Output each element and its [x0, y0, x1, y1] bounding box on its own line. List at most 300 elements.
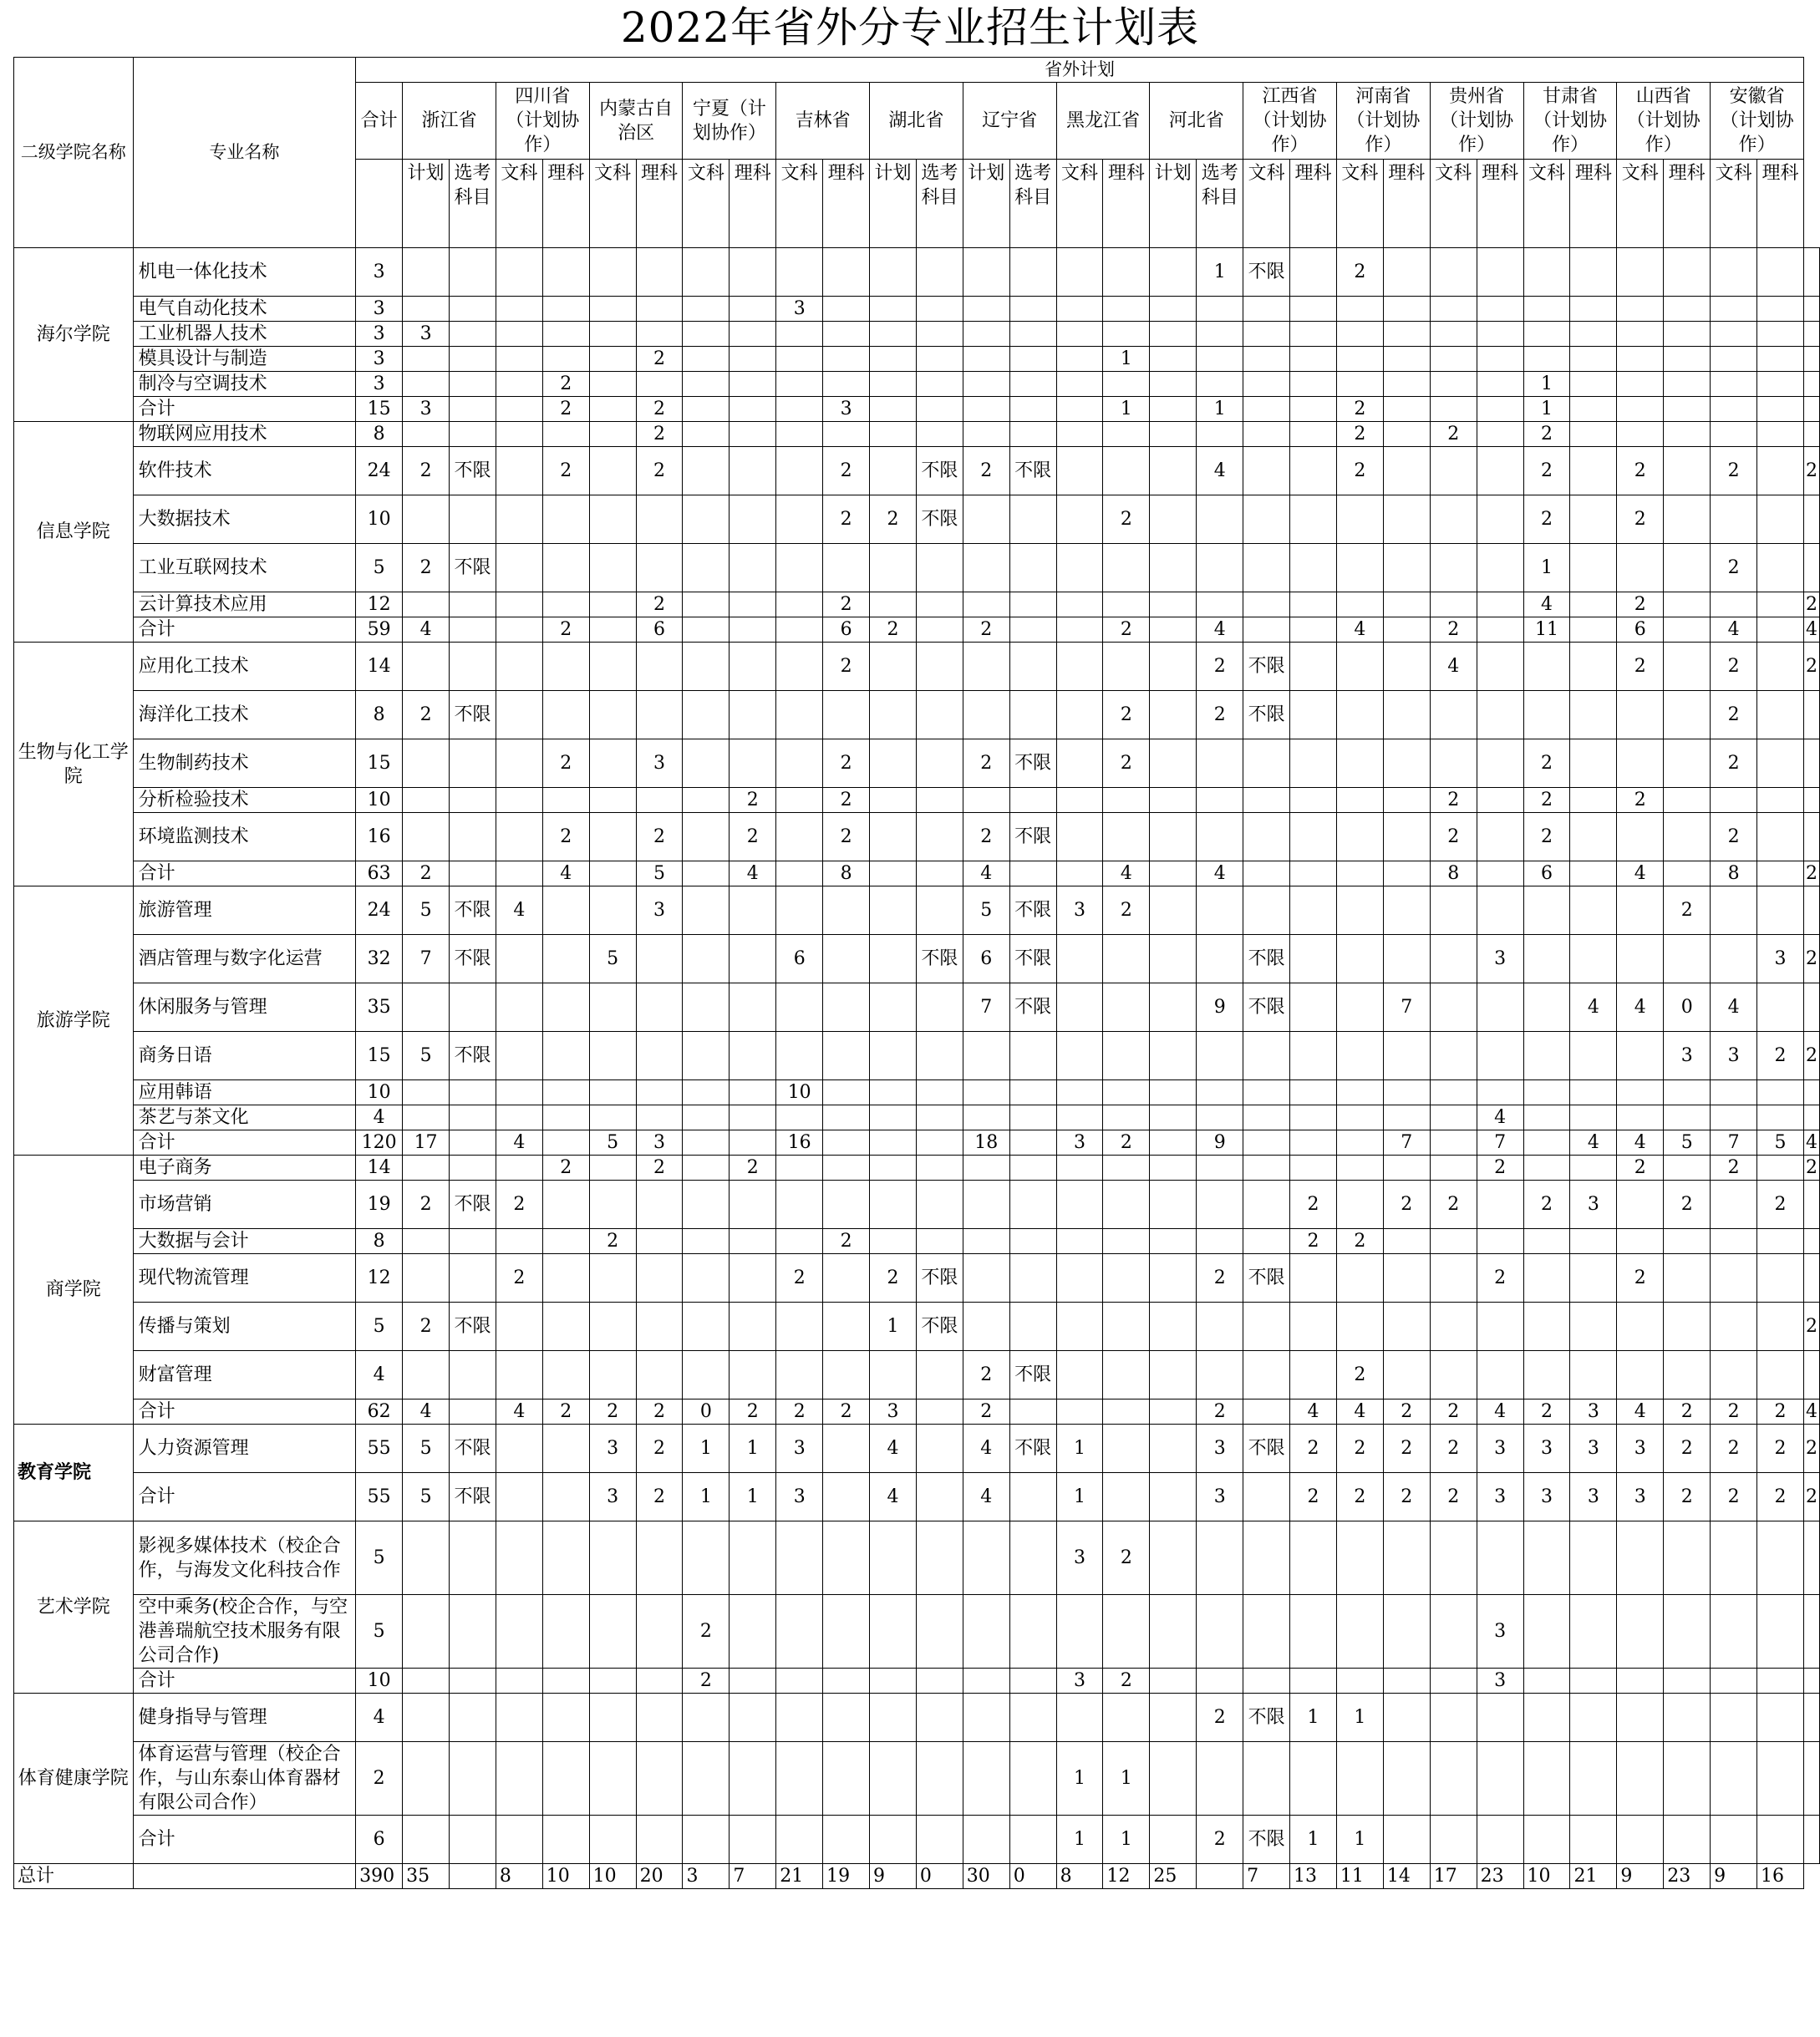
plan-cell: 2: [1804, 861, 1820, 886]
plan-cell: 2: [542, 617, 589, 643]
plan-cell: [1664, 297, 1711, 322]
major-name: 软件技术: [133, 447, 356, 495]
plan-cell: [1243, 297, 1290, 322]
plan-cell: [916, 1105, 963, 1130]
table-row: [14, 935, 1820, 983]
plan-cell: [1056, 813, 1103, 861]
plan-cell: [589, 1254, 636, 1303]
plan-cell: [1711, 886, 1757, 935]
plan-cell: [589, 886, 636, 935]
plan-cell: [683, 813, 730, 861]
plan-cell: [963, 691, 1009, 739]
plan-cell: [496, 935, 542, 983]
plan-cell: [1804, 347, 1820, 372]
plan-cell: [963, 1181, 1009, 1229]
plan-cell: [450, 1694, 496, 1742]
major-name: 酒店管理与数字化运营: [133, 935, 356, 983]
plan-cell: [1477, 592, 1523, 617]
plan-cell: [1804, 1105, 1820, 1130]
plan-cell: [823, 422, 870, 447]
plan-cell: [1056, 495, 1103, 544]
plan-cell: [963, 1080, 1009, 1105]
plan-cell: [683, 983, 730, 1032]
plan-cell: [1711, 592, 1757, 617]
plan-cell: 1: [683, 1425, 730, 1473]
major-name: 合计: [133, 861, 356, 886]
plan-cell: [870, 1080, 917, 1105]
plan-cell: [963, 1254, 1009, 1303]
grand-total-cell: 35: [403, 1864, 450, 1889]
plan-cell: [776, 617, 823, 643]
plan-cell: [1664, 1816, 1711, 1864]
plan-cell: 1: [1523, 397, 1570, 422]
plan-cell: [450, 617, 496, 643]
plan-cell: [1523, 1669, 1570, 1694]
plan-cell: [1430, 372, 1477, 397]
plan-cell: [823, 1130, 870, 1156]
plan-cell: 2: [1664, 1473, 1711, 1521]
plan-cell: [589, 1032, 636, 1080]
plan-cell: [870, 397, 917, 422]
plan-cell: [496, 495, 542, 544]
plan-cell: [1383, 1105, 1430, 1130]
plan-cell: [1757, 1521, 1804, 1595]
plan-cell: [1197, 1156, 1243, 1181]
plan-cell: [1150, 983, 1197, 1032]
plan-cell: [1150, 1130, 1197, 1156]
plan-cell: 2: [1430, 813, 1477, 861]
plan-cell: [776, 322, 823, 347]
plan-cell: [1336, 1303, 1383, 1351]
plan-cell: [1243, 1032, 1290, 1080]
row-total: 19: [356, 1181, 403, 1229]
plan-cell: [730, 544, 776, 592]
plan-cell: [589, 643, 636, 691]
plan-cell: [1056, 248, 1103, 297]
plan-cell: [589, 739, 636, 788]
plan-cell: [1056, 1080, 1103, 1105]
college-name: 艺术学院: [14, 1521, 134, 1694]
plan-cell: [1383, 1595, 1430, 1669]
plan-cell: [1383, 813, 1430, 861]
plan-cell: [1523, 1105, 1570, 1130]
plan-cell: [1664, 617, 1711, 643]
table-row: [14, 422, 1820, 447]
plan-cell: [1150, 861, 1197, 886]
subtotal-row: [14, 861, 1820, 886]
plan-cell: [683, 1694, 730, 1742]
plan-cell: [636, 983, 683, 1032]
plan-cell: [1009, 1254, 1056, 1303]
plan-cell: [1757, 1669, 1804, 1694]
plan-cell: [403, 739, 450, 788]
plan-cell: [963, 1742, 1009, 1816]
plan-cell: 不限: [1243, 248, 1290, 297]
plan-cell: [776, 372, 823, 397]
province-header: 安徽省（计划协作）: [1711, 83, 1804, 160]
plan-cell: [1243, 1130, 1290, 1156]
plan-cell: [1477, 1032, 1523, 1080]
plan-cell: [1243, 1229, 1290, 1254]
subject-subheader: 文科: [1243, 160, 1290, 248]
plan-cell: 0: [683, 1399, 730, 1425]
plan-cell: [1197, 1351, 1243, 1399]
plan-cell: [1523, 1130, 1570, 1156]
plan-cell: [1523, 1595, 1570, 1669]
plan-cell: [542, 422, 589, 447]
subject-subheader: 文科: [1617, 160, 1664, 248]
plan-cell: [683, 861, 730, 886]
plan-cell: [636, 935, 683, 983]
major-name: 生物制药技术: [133, 739, 356, 788]
plan-cell: [683, 1032, 730, 1080]
plan-cell: [1477, 861, 1523, 886]
plan-cell: [496, 297, 542, 322]
province-header: 内蒙古自治区: [589, 83, 683, 160]
plan-cell: 17: [403, 1130, 450, 1156]
plan-cell: [1150, 1521, 1197, 1595]
plan-cell: [1056, 861, 1103, 886]
plan-cell: 2: [1711, 739, 1757, 788]
plan-cell: [1056, 983, 1103, 1032]
row-total: 10: [356, 1669, 403, 1694]
plan-cell: [1617, 1694, 1664, 1742]
plan-cell: [589, 372, 636, 397]
plan-cell: [1757, 788, 1804, 813]
plan-cell: [1711, 248, 1757, 297]
plan-cell: [1664, 643, 1711, 691]
plan-cell: [1009, 691, 1056, 739]
plan-cell: 2: [1711, 544, 1757, 592]
plan-cell: [1243, 1521, 1290, 1595]
plan-cell: [1757, 447, 1804, 495]
total-subheader: [356, 160, 403, 248]
plan-cell: [636, 372, 683, 397]
plan-cell: [963, 372, 1009, 397]
plan-cell: [1103, 322, 1150, 347]
plan-cell: [1711, 1254, 1757, 1303]
plan-cell: [1664, 592, 1711, 617]
plan-cell: [1757, 886, 1804, 935]
plan-cell: [776, 643, 823, 691]
plan-cell: [1804, 422, 1820, 447]
plan-cell: 4: [1617, 1130, 1664, 1156]
plan-cell: [916, 1399, 963, 1425]
plan-cell: [1617, 372, 1664, 397]
grand-total-cell: 23: [1664, 1864, 1711, 1889]
subject-subheader: 理科: [1290, 160, 1337, 248]
plan-cell: 2: [542, 813, 589, 861]
plan-cell: 4: [1570, 983, 1617, 1032]
total-column-header: 合计: [356, 83, 403, 160]
plan-cell: 3: [1477, 1425, 1523, 1473]
plan-cell: [1290, 322, 1337, 347]
plan-cell: [1711, 788, 1757, 813]
plan-cell: 16: [776, 1130, 823, 1156]
row-total: 12: [356, 592, 403, 617]
plan-cell: [1009, 297, 1056, 322]
plan-cell: [1103, 1303, 1150, 1351]
plan-cell: [1570, 422, 1617, 447]
plan-cell: [1383, 935, 1430, 983]
grand-total-cell: 11: [1336, 1864, 1383, 1889]
plan-cell: [1383, 1254, 1430, 1303]
plan-cell: [870, 861, 917, 886]
plan-cell: [1009, 248, 1056, 297]
plan-cell: [1711, 1595, 1757, 1669]
table-row: [14, 248, 1820, 297]
plan-cell: [823, 935, 870, 983]
plan-cell: [1009, 1669, 1056, 1694]
plan-cell: [776, 1032, 823, 1080]
plan-cell: [963, 322, 1009, 347]
plan-cell: [683, 447, 730, 495]
grand-total-cell: 16: [1757, 1864, 1804, 1889]
plan-cell: [589, 1156, 636, 1181]
plan-cell: [1570, 1669, 1617, 1694]
plan-cell: [496, 1816, 542, 1864]
plan-cell: [1664, 1694, 1711, 1742]
plan-cell: [1290, 1742, 1337, 1816]
out-of-province-plan-header: 省外计划: [356, 58, 1804, 83]
plan-cell: [1290, 1156, 1337, 1181]
plan-cell: [776, 1229, 823, 1254]
plan-cell: 10: [776, 1080, 823, 1105]
plan-cell: [1477, 1080, 1523, 1105]
plan-cell: 2: [1757, 1032, 1804, 1080]
plan-cell: [589, 1694, 636, 1742]
plan-cell: [403, 422, 450, 447]
plan-cell: [1009, 1130, 1056, 1156]
plan-cell: [1757, 1105, 1804, 1130]
row-total: 10: [356, 1080, 403, 1105]
plan-cell: [1523, 1080, 1570, 1105]
plan-cell: [1009, 1229, 1056, 1254]
plan-cell: [1617, 422, 1664, 447]
grand-total-cell: [1197, 1864, 1243, 1889]
plan-cell: 3: [776, 1425, 823, 1473]
row-total: 59: [356, 617, 403, 643]
plan-cell: [870, 422, 917, 447]
plan-cell: [823, 1303, 870, 1351]
plan-cell: [963, 1105, 1009, 1130]
subject-subheader: 计划: [870, 160, 917, 248]
plan-cell: 4: [1804, 1130, 1820, 1156]
plan-cell: [450, 788, 496, 813]
plan-cell: [1336, 1521, 1383, 1595]
plan-cell: [870, 248, 917, 297]
plan-cell: [963, 1303, 1009, 1351]
plan-cell: [1290, 1032, 1337, 1080]
plan-cell: [1243, 1595, 1290, 1669]
plan-cell: [1103, 1181, 1150, 1229]
plan-cell: 2: [823, 1399, 870, 1425]
college-column-header: 二级学院名称: [14, 58, 134, 248]
plan-cell: [1570, 1254, 1617, 1303]
plan-cell: [870, 1351, 917, 1399]
province-header: 江西省（计划协作）: [1243, 83, 1337, 160]
grand-total-cell: 25: [1150, 1864, 1197, 1889]
plan-cell: [776, 397, 823, 422]
plan-cell: [1430, 495, 1477, 544]
plan-cell: 1: [1290, 1816, 1337, 1864]
plan-cell: [683, 1156, 730, 1181]
plan-cell: [542, 886, 589, 935]
plan-cell: [1150, 447, 1197, 495]
plan-cell: [450, 1669, 496, 1694]
plan-cell: 2: [636, 813, 683, 861]
plan-cell: [542, 935, 589, 983]
plan-cell: [916, 544, 963, 592]
plan-cell: 4: [1477, 1399, 1523, 1425]
plan-cell: [496, 1229, 542, 1254]
plan-cell: [1477, 447, 1523, 495]
subject-subheader: 计划: [1150, 160, 1197, 248]
plan-cell: [496, 347, 542, 372]
plan-cell: [823, 1595, 870, 1669]
plan-cell: [1383, 643, 1430, 691]
plan-cell: [450, 861, 496, 886]
plan-cell: 2: [823, 1229, 870, 1254]
plan-cell: [963, 1156, 1009, 1181]
plan-cell: [916, 1130, 963, 1156]
plan-cell: [1056, 1303, 1103, 1351]
plan-cell: [1197, 1521, 1243, 1595]
plan-cell: [1056, 447, 1103, 495]
plan-cell: [1570, 1303, 1617, 1351]
plan-cell: [1383, 422, 1430, 447]
plan-cell: [730, 1181, 776, 1229]
plan-cell: [870, 1816, 917, 1864]
plan-cell: [589, 617, 636, 643]
plan-cell: [403, 983, 450, 1032]
plan-cell: [496, 1669, 542, 1694]
plan-cell: [1617, 297, 1664, 322]
major-name: 工业互联网技术: [133, 544, 356, 592]
plan-cell: 4: [1477, 1105, 1523, 1130]
row-total: 3: [356, 322, 403, 347]
plan-cell: [1150, 1032, 1197, 1080]
plan-cell: [1617, 1521, 1664, 1595]
plan-cell: [1477, 1816, 1523, 1864]
plan-cell: 2: [963, 1351, 1009, 1399]
table-row: [14, 1229, 1820, 1254]
plan-cell: [916, 886, 963, 935]
plan-cell: [1430, 983, 1477, 1032]
plan-cell: 4: [1197, 617, 1243, 643]
plan-cell: [496, 1351, 542, 1399]
plan-cell: [1523, 1742, 1570, 1816]
plan-cell: [963, 1816, 1009, 1864]
plan-cell: [1383, 861, 1430, 886]
plan-cell: [1711, 1303, 1757, 1351]
grand-total-row: [14, 1864, 1820, 1889]
plan-cell: 2: [1711, 447, 1757, 495]
plan-cell: [823, 372, 870, 397]
plan-cell: [1150, 1229, 1197, 1254]
plan-cell: [916, 1032, 963, 1080]
plan-cell: [1336, 788, 1383, 813]
plan-cell: [1336, 1105, 1383, 1130]
plan-cell: 2: [589, 1399, 636, 1425]
plan-cell: 7: [1711, 1130, 1757, 1156]
plan-cell: 不限: [450, 1303, 496, 1351]
plan-cell: 2: [1430, 1425, 1477, 1473]
plan-cell: [1243, 1080, 1290, 1105]
plan-cell: 4: [496, 1399, 542, 1425]
plan-cell: [730, 1229, 776, 1254]
plan-cell: [870, 1156, 917, 1181]
plan-cell: [1804, 495, 1820, 544]
major-name: 机电一体化技术: [133, 248, 356, 297]
plan-cell: [870, 1229, 917, 1254]
plan-cell: [730, 1303, 776, 1351]
plan-cell: [1336, 935, 1383, 983]
plan-cell: [1523, 322, 1570, 347]
plan-cell: [823, 1105, 870, 1130]
plan-cell: 2: [823, 739, 870, 788]
plan-cell: [683, 422, 730, 447]
plan-cell: [542, 1080, 589, 1105]
plan-cell: 2: [542, 1399, 589, 1425]
plan-cell: [1243, 1742, 1290, 1816]
plan-cell: 4: [403, 1399, 450, 1425]
grand-total-cell: 23: [1477, 1864, 1523, 1889]
province-header: 宁夏（计划协作）: [683, 83, 776, 160]
plan-cell: [916, 813, 963, 861]
plan-cell: 2: [496, 1181, 542, 1229]
plan-cell: [1383, 1032, 1430, 1080]
plan-cell: [589, 1303, 636, 1351]
plan-cell: 6: [1523, 861, 1570, 886]
plan-cell: [683, 1254, 730, 1303]
plan-cell: [1477, 813, 1523, 861]
plan-cell: [683, 788, 730, 813]
plan-cell: [1477, 1742, 1523, 1816]
table-row: [14, 1080, 1820, 1105]
plan-cell: [1290, 813, 1337, 861]
plan-cell: 2: [589, 1229, 636, 1254]
major-name: 合计: [133, 1399, 356, 1425]
plan-cell: [542, 1181, 589, 1229]
plan-cell: [1150, 1816, 1197, 1864]
plan-cell: 2: [1711, 813, 1757, 861]
plan-cell: [1383, 447, 1430, 495]
plan-cell: [1757, 1351, 1804, 1399]
plan-cell: [823, 1473, 870, 1521]
plan-cell: [542, 495, 589, 544]
plan-cell: [450, 248, 496, 297]
plan-cell: [1056, 1595, 1103, 1669]
plan-cell: [730, 739, 776, 788]
plan-cell: [403, 495, 450, 544]
table-row: [14, 1521, 1820, 1595]
plan-cell: [1150, 739, 1197, 788]
plan-cell: [730, 1080, 776, 1105]
plan-cell: [1383, 322, 1430, 347]
plan-cell: [1430, 935, 1477, 983]
plan-cell: [1617, 397, 1664, 422]
plan-cell: [450, 372, 496, 397]
plan-cell: [1336, 347, 1383, 372]
province-header: 河南省（计划协作）: [1336, 83, 1430, 160]
plan-cell: [1617, 322, 1664, 347]
plan-cell: [916, 1181, 963, 1229]
plan-cell: [1477, 297, 1523, 322]
plan-cell: [450, 1351, 496, 1399]
plan-cell: 1: [1523, 544, 1570, 592]
plan-cell: [542, 691, 589, 739]
